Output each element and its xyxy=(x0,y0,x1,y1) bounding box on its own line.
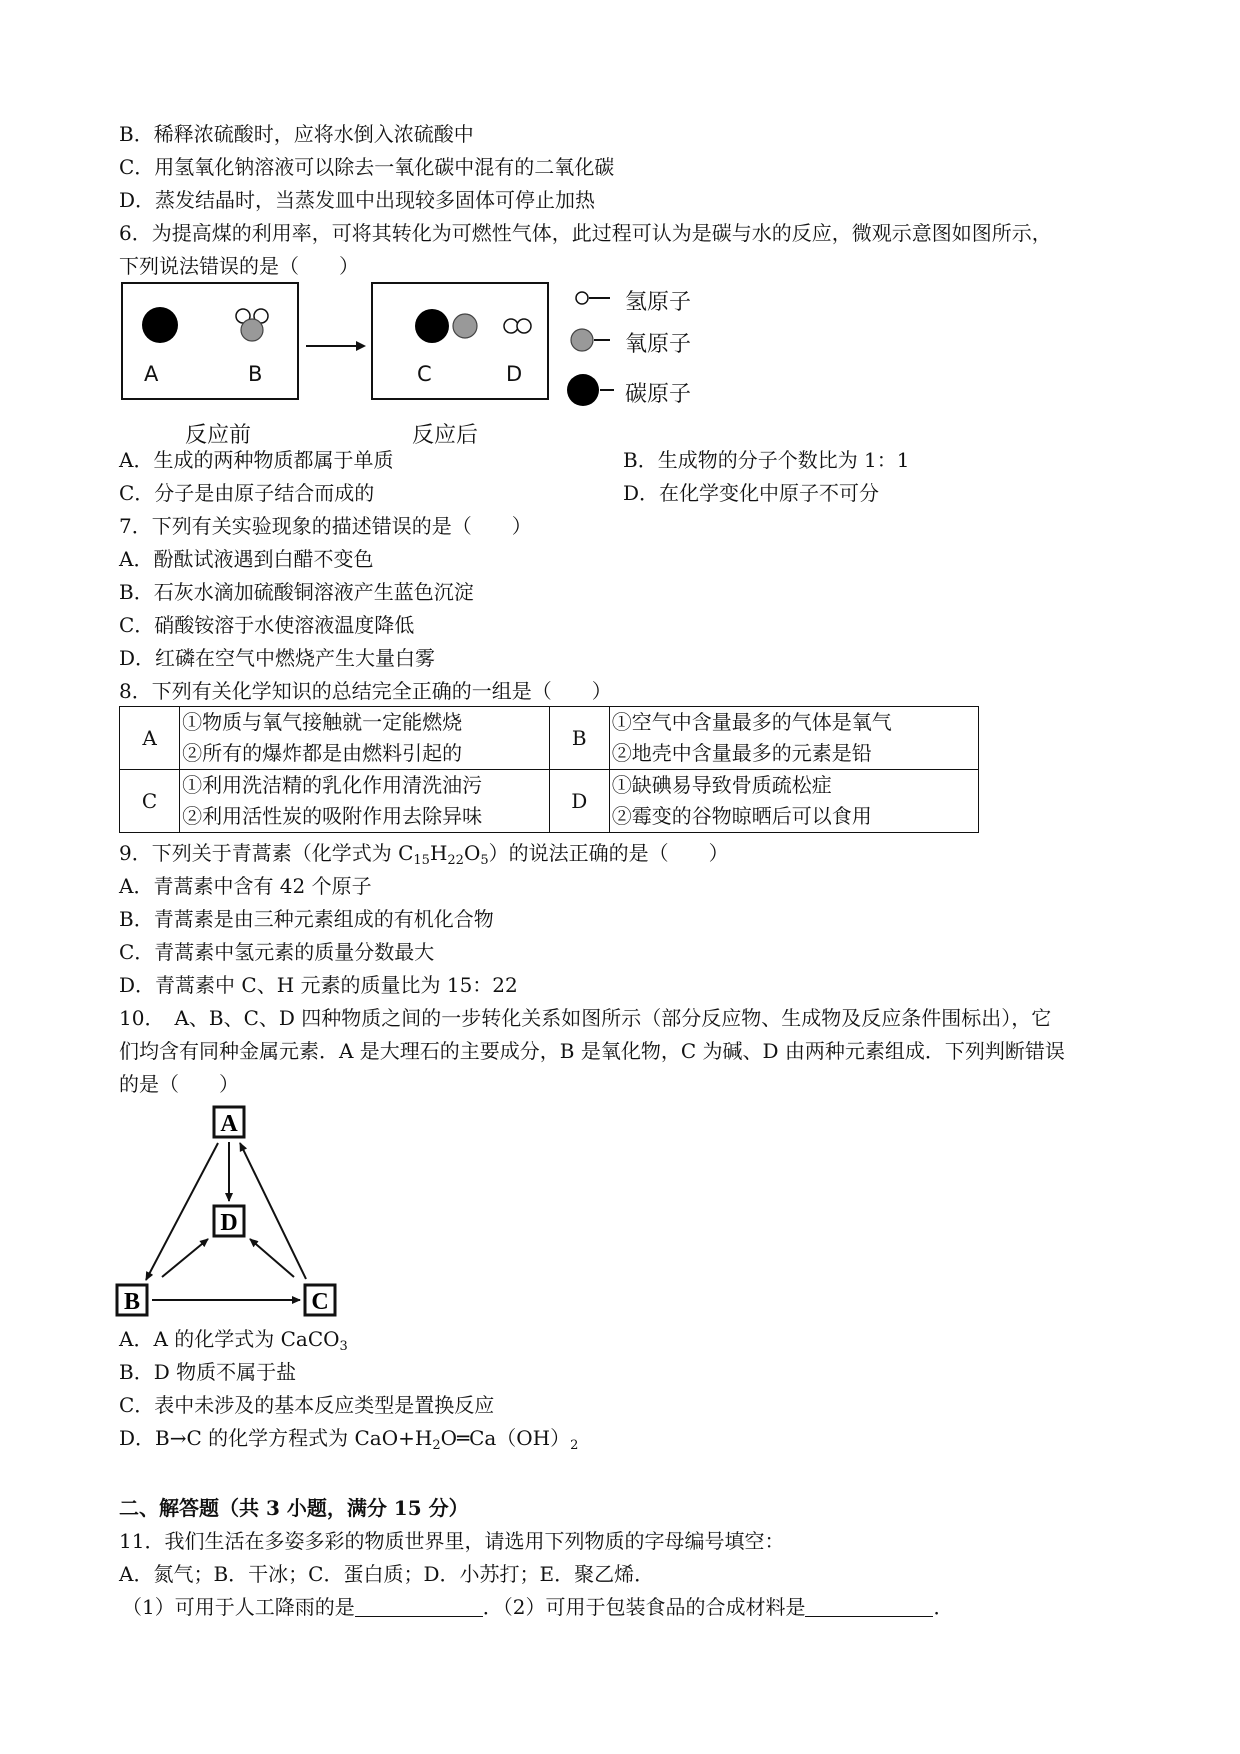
q8-cell-d xyxy=(609,770,978,833)
q10-option-a xyxy=(119,1325,348,1353)
q11-part1-text: （1）可用于人工降雨的是 xyxy=(122,1595,355,1619)
q9-sub-h: 22 xyxy=(447,853,464,868)
node-a-label: A xyxy=(220,1111,238,1137)
section-heading: 二、解答题（共 3 小题，满分 15 分） xyxy=(119,1496,469,1520)
q8-d-line2: ②霉变的谷物晾晒后可以食用 xyxy=(611,804,872,828)
q10-option-a-sub: 3 xyxy=(339,1339,348,1354)
before-label-b: B xyxy=(248,362,263,386)
q10-option-d-mid: O═Ca（OH） xyxy=(440,1426,571,1450)
q10-option-b: B．D 物质不属于盐 xyxy=(119,1360,297,1384)
q10-option-c: C．表中未涉及的基本反应类型是置换反应 xyxy=(119,1393,495,1417)
q8-c-line1: ①利用洗洁精的乳化作用清洗油污 xyxy=(182,773,483,797)
legend-hydrogen-icon xyxy=(576,292,588,304)
q9-option-c: C．青蒿素中氢元素的质量分数最大 xyxy=(119,940,435,964)
legend-hydrogen: 氢原子 xyxy=(625,290,692,315)
q8-stem: 8．下列有关化学知识的总结完全正确的一组是（ ） xyxy=(119,679,612,703)
arrow-head xyxy=(356,341,366,351)
legend-oxygen-icon xyxy=(571,329,593,351)
q8-key-d: D xyxy=(549,770,609,833)
after-label-c: C xyxy=(417,362,432,386)
legend-carbon-icon xyxy=(567,374,599,406)
caption-before: 反应前 xyxy=(185,423,252,448)
q8-a-line2: ②所有的爆炸都是由燃料引起的 xyxy=(182,741,463,765)
q9-stem-pre: 9．下列关于青蒿素（化学式为 C xyxy=(119,841,414,865)
q11-part2-text: ．（2）可用于包装食品的合成材料是 xyxy=(482,1595,806,1619)
q6-option-d: D．在化学变化中原子不可分 xyxy=(623,481,880,505)
q8-b-line1: ①空气中含量最多的气体是氧气 xyxy=(611,710,892,734)
oxygen-atom xyxy=(453,314,477,338)
q5-option-c: C．用氢氧化钠溶液可以除去一氧化碳中混有的二氧化碳 xyxy=(119,155,615,179)
q8-key-c: C xyxy=(120,770,180,833)
q6-stem-line2: 下列说法错误的是（ ） xyxy=(119,254,359,278)
q8-b-line2: ②地壳中含量最多的元素是铅 xyxy=(611,741,872,765)
q10-option-a-text: A．A 的化学式为 CaCO xyxy=(119,1327,340,1351)
q8-cell-b xyxy=(609,707,978,770)
node-c-label: C xyxy=(311,1289,329,1315)
q11-end: ． xyxy=(933,1595,954,1619)
q10-option-d xyxy=(119,1424,578,1452)
q6-option-a: A．生成的两种物质都属于单质 xyxy=(119,448,394,472)
hydrogen-atom xyxy=(517,319,531,333)
q7-option-c: C．硝酸铵溶于水使溶液温度降低 xyxy=(119,613,415,637)
q5-option-b: B．稀释浓硫酸时，应将水倒入浓硫酸中 xyxy=(119,122,474,146)
q10-option-d-sub1: 2 xyxy=(432,1438,441,1453)
q8-c-line2: ②利用活性炭的吸附作用去除异味 xyxy=(182,804,483,828)
legend-oxygen: 氧原子 xyxy=(625,332,692,357)
q11-parts xyxy=(122,1593,953,1621)
q7-option-b: B．石灰水滴加硫酸铜溶液产生蓝色沉淀 xyxy=(119,580,474,604)
q8-cell-c xyxy=(180,770,550,833)
q10-stem-line1: 10． A、B、C、D 四种物质之间的一步转化关系如图所示（部分反应物、生成物及反应条件围标出），它 xyxy=(119,1006,1052,1030)
q9-option-a: A．青蒿素中含有 42 个原子 xyxy=(119,874,372,898)
q10-option-d-text: D．B→C 的化学方程式为 CaO+H xyxy=(119,1426,433,1450)
q8-d-line1: ①缺碘易导致骨质疏松症 xyxy=(611,773,832,797)
node-d-label: D xyxy=(220,1210,238,1236)
q6-stem-line1: 6．为提高煤的利用率，可将其转化为可燃性气体，此过程可认为是碳与水的反应，微观示意图如图所示， xyxy=(119,221,1052,245)
q9-sub-o: 5 xyxy=(480,853,489,868)
q11-choices: A．氮气；B．干冰；C．蛋白质；D．小苏打；E．聚乙烯． xyxy=(119,1562,655,1586)
q9-option-d: D．青蒿素中 C、H 元素的质量比为 15：22 xyxy=(119,973,518,997)
q8-key-b: B xyxy=(549,707,609,770)
q9-stem xyxy=(119,839,729,867)
oxygen-atom xyxy=(241,319,263,341)
legend-carbon: 碳原子 xyxy=(625,382,692,407)
arrow-b-to-d xyxy=(162,1239,208,1277)
q11-answer-blank-2[interactable] xyxy=(805,1596,933,1617)
q8-table xyxy=(119,706,979,833)
q7-stem: 7．下列有关实验现象的描述错误的是（ ） xyxy=(119,514,532,538)
caption-after: 反应后 xyxy=(412,423,479,448)
after-label-d: D xyxy=(506,362,523,386)
before-label-a: A xyxy=(144,362,159,386)
q7-option-d: D．红磷在空气中燃烧产生大量白雾 xyxy=(119,646,436,670)
carbon-atom xyxy=(142,307,178,343)
q10-stem-line3: 的是（ ） xyxy=(119,1072,239,1096)
q5-option-d: D．蒸发结晶时，当蒸发皿中出现较多固体可停止加热 xyxy=(119,188,596,212)
q11-answer-blank-1[interactable] xyxy=(355,1596,483,1617)
q11-stem: 11．我们生活在多姿多彩的物质世界里，请选用下列物质的字母编号填空： xyxy=(119,1529,785,1553)
q9-stem-post: ）的说法正确的是（ ） xyxy=(488,841,729,865)
node-b-label: B xyxy=(123,1289,141,1315)
q8-a-line1: ①物质与氧气接触就一定能燃烧 xyxy=(182,710,463,734)
q9-o: O xyxy=(463,841,481,865)
q10-stem-line2: 们均含有同种金属元素．A 是大理石的主要成分，B 是氧化物，C 为碱、D 由两种元素组成．下列判断错误 xyxy=(119,1039,1065,1063)
q10-conversion-svg xyxy=(110,1105,350,1325)
q9-option-b: B．青蒿素是由三种元素组成的有机化合物 xyxy=(119,907,494,931)
q9-h: H xyxy=(429,841,448,865)
hydrogen-atom xyxy=(504,319,518,333)
table-row xyxy=(120,770,979,833)
arrow-c-to-d xyxy=(250,1239,294,1277)
q8-cell-a xyxy=(180,707,550,770)
q8-key-a: A xyxy=(120,707,180,770)
table-row xyxy=(120,707,979,770)
q6-option-c: C．分子是由原子结合而成的 xyxy=(119,481,375,505)
q9-sub-c: 15 xyxy=(413,853,430,868)
q6-option-b: B．生成物的分子个数比为 1：1 xyxy=(623,448,910,472)
q10-option-d-sub2: 2 xyxy=(570,1438,579,1453)
carbon-atom xyxy=(415,309,449,343)
q7-option-a: A．酚酞试液遇到白醋不变色 xyxy=(119,547,374,571)
